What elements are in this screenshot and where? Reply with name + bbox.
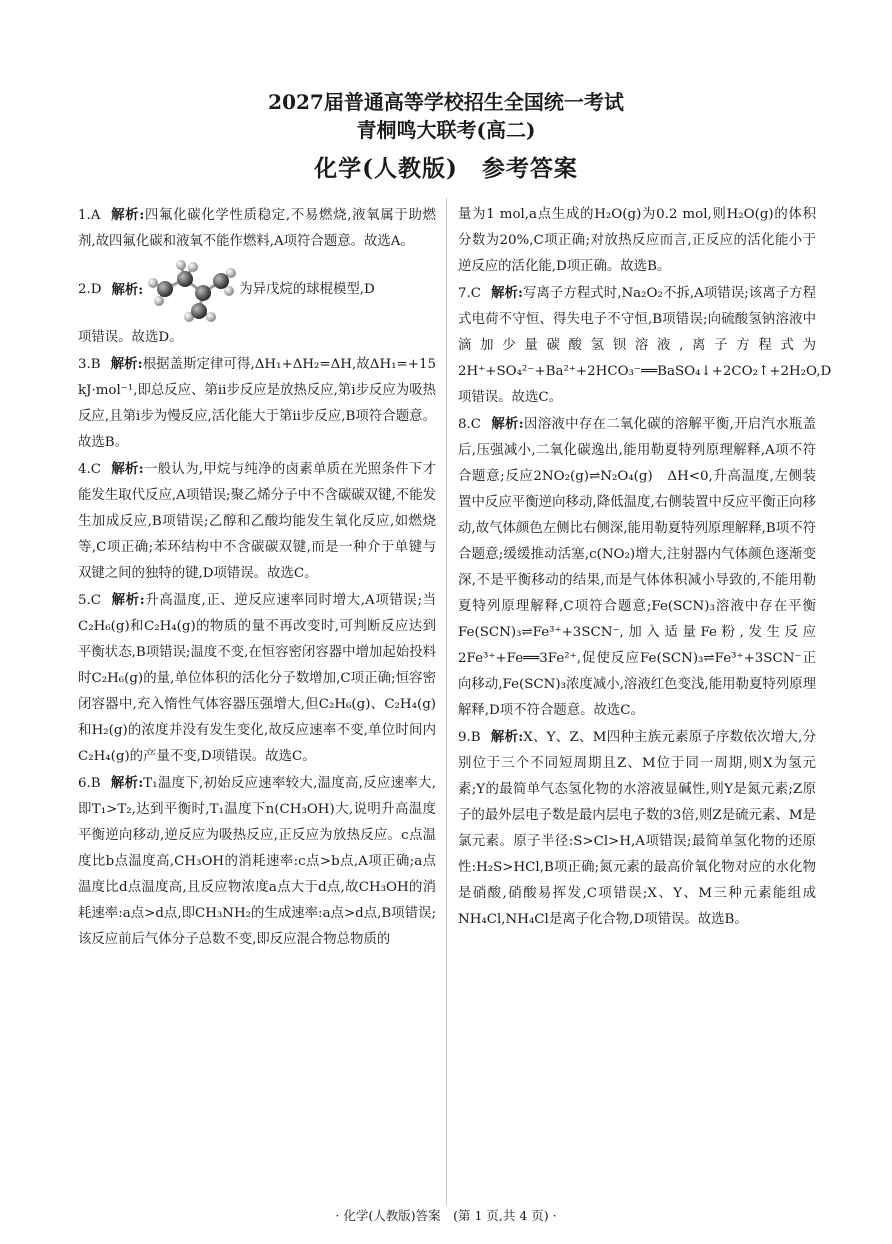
exam-title: 2027届普通高等学校招生全国统一考试 — [268, 90, 624, 114]
exam-subtitle: 青桐鸣大联考(高二) — [356, 118, 536, 142]
answer-number: 3.B — [78, 357, 101, 372]
analysis-text: 写离子方程式时,Na₂O₂不拆,A项错误;该离子方程式电荷不守恒、得失电子不守恒,B项错误;向硫酸氢钠溶液中滴加少量碳酸氢钡溶液,离子方程式为2H⁺+SO₄²⁻+Ba²⁺+2HCO₃⁻══BaSO₄↓+2CO₂↑+2H₂O,D项错误。故选C。 — [458, 286, 832, 405]
answer-item-6 — [78, 770, 436, 953]
analysis-label: 解析: — [491, 285, 523, 301]
analysis-label: 解析: — [110, 356, 143, 372]
answer-item-2 — [78, 255, 436, 325]
analysis-label: 解析: — [490, 729, 524, 745]
answer-number: 9.B — [458, 730, 481, 745]
page-footer: · 化学(人教版)答案 (第 1 页,共 4 页) · — [335, 1208, 557, 1223]
answer-item-3 — [78, 351, 436, 456]
analysis-label: 解析: — [111, 592, 145, 608]
answer-item-7 — [458, 280, 832, 411]
analysis-text: 为异戊烷的球棍模型,D — [239, 282, 375, 297]
answer-item-8 — [458, 411, 816, 724]
answer-item-6-cont — [458, 202, 816, 280]
answer-item-2-cont — [78, 325, 436, 351]
answer-number: 4.C — [78, 462, 102, 477]
answer-number: 1.A — [78, 208, 101, 223]
answer-item-1 — [78, 202, 436, 255]
answer-number: 5.C — [78, 593, 102, 608]
analysis-text: 因溶液中存在二氧化碳的溶解平衡,开启汽水瓶盖后,压强减小,二氧化碳逸出,能用勒夏特列原理解释,A项不符合题意;反应2NO₂(g)⇌N₂O₄(g) ΔH<0,升高温度,左侧装置中反应平衡逆向移动,降低温度,右侧装置中反应平衡正向移动,故气体颜色左侧比右侧深,能用勒夏特列原理解释,B项不符合题意;缓缓推动活塞,c(NO₂)增大,注射器内气体颜色逐渐变深,不是平衡移动的结果,而是气体体积减小导致的,不能用勒夏特列原理解释,C项符合题意;Fe(SCN)₃溶液中存在平衡Fe(SCN)₃⇌Fe³⁺+3SCN⁻,加入适量Fe粉,发生反应2Fe³⁺+Fe══3Fe²⁺,促使反应Fe(SCN)₃⇌Fe³⁺+3SCN⁻正向移动,Fe(SCN)₃浓度减小,溶液红色变浅,能用勒夏特列原理解释,D项不符合题意。故选C。 — [458, 417, 816, 718]
analysis-text: T₁温度下,初始反应速率较大,温度高,反应速率大,即T₁>T₂,达到平衡时,T₁温度下n(CH₃OH)大,说明升高温度平衡逆向移动,逆反应为吸热反应,正反应为放热反应。c点温度比b点温度高,CH₃OH的消耗速率:c点>b点,A项正确;a点温度比d点温度高,且反应物浓度a点大于d点,故CH₃OH的消耗速率:a点>d点,即CH₃NH₂的生成速率:a点>d点,B项错误;该反应前后气体分子总数不变,即反应混合物总物质的 — [78, 776, 436, 947]
answer-number: 2.D — [78, 282, 102, 297]
analysis-text: 一般认为,甲烷与纯净的卤素单质在光照条件下才能发生取代反应,A项错误;聚乙烯分子中不含碳碳双键,不能发生加成反应,B项错误;乙醇和乙酸均能发生氧化反应,如燃烧等,C项正确;苯环结构中不含碳碳双键,而是一种介于单键与双键之间的独特的键,D项错误。故选C。 — [78, 462, 436, 581]
analysis-text: 根据盖斯定律可得,ΔH₁+ΔH₂=ΔH,故ΔH₁=+15 kJ·mol⁻¹,即总反应、第ii步反应是放热反应,第i步反应为吸热反应,且第i步为慢反应,活化能大于第ii步反应,B项符合题意。故选B。 — [78, 357, 436, 450]
analysis-text: 量为1 mol,a点生成的H₂O(g)为0.2 mol,则H₂O(g)的体积分数为20%,C项正确;对放热反应而言,正反应的活化能小于逆反应的活化能,D项正确。故选B。 — [458, 207, 816, 274]
analysis-label: 解析: — [111, 282, 144, 298]
answer-number: 8.C — [458, 417, 482, 432]
analysis-label: 解析: — [491, 416, 524, 432]
analysis-label: 解析: — [110, 775, 144, 791]
answer-item-5 — [78, 587, 436, 770]
isopentane-ball-stick-model-icon — [145, 257, 237, 323]
answer-item-9 — [458, 724, 816, 933]
analysis-label: 解析: — [110, 207, 145, 223]
answer-number: 6.B — [78, 776, 101, 791]
column-divider — [446, 198, 447, 1206]
analysis-label: 解析: — [111, 461, 144, 477]
answer-key-title: 化学(人教版) 参考答案 — [314, 155, 578, 182]
analysis-text: X、Y、Z、M四种主族元素原子序数依次增大,分别位于三个不同短周期且Z、M位于同一周期,则X为氢元素;Y的最简单气态氢化物的水溶液显碱性,则Y是氮元素;Z原子的最外层电子数是最内层电子数的3倍,则Z是硫元素、M是氯元素。原子半径:S>Cl>H,A项错误;最简单氢化物的还原性:H₂S>HCl,B项正确;氮元素的最高价氧化物对应的水化物是硝酸,硝酸易挥发,C项错误;X、Y、M三种元素能组成NH₄Cl,NH₄Cl是离子化合物,D项错误。故选B。 — [458, 730, 816, 927]
answer-item-4 — [78, 456, 436, 587]
analysis-text: 项错误。故选D。 — [78, 330, 183, 345]
answer-number: 7.C — [458, 286, 482, 301]
analysis-text: 升高温度,正、逆反应速率同时增大,A项错误;当C₂H₆(g)和C₂H₄(g)的物质的量不再改变时,可判断反应达到平衡状态,B项错误;温度不变,在恒容密闭容器中增加起始投料时C₂H₆(g)的量,单位体积的活化分子数增加,C项正确;恒容密闭容器中,充入惰性气体容器压强增大,但C₂H₆(g)、C₂H₄(g)和H₂(g)的浓度并没有发生变化,故反应速率不变,单位时间内C₂H₄(g)的产量不变,D项错误。故选C。 — [78, 593, 436, 764]
right-column — [458, 202, 832, 933]
analysis-text: 四氟化碳化学性质稳定,不易燃烧,液氧属于助燃剂,故四氟化碳和液氧不能作燃料,A项符合题意。故选A。 — [78, 208, 436, 249]
left-column — [78, 202, 436, 953]
